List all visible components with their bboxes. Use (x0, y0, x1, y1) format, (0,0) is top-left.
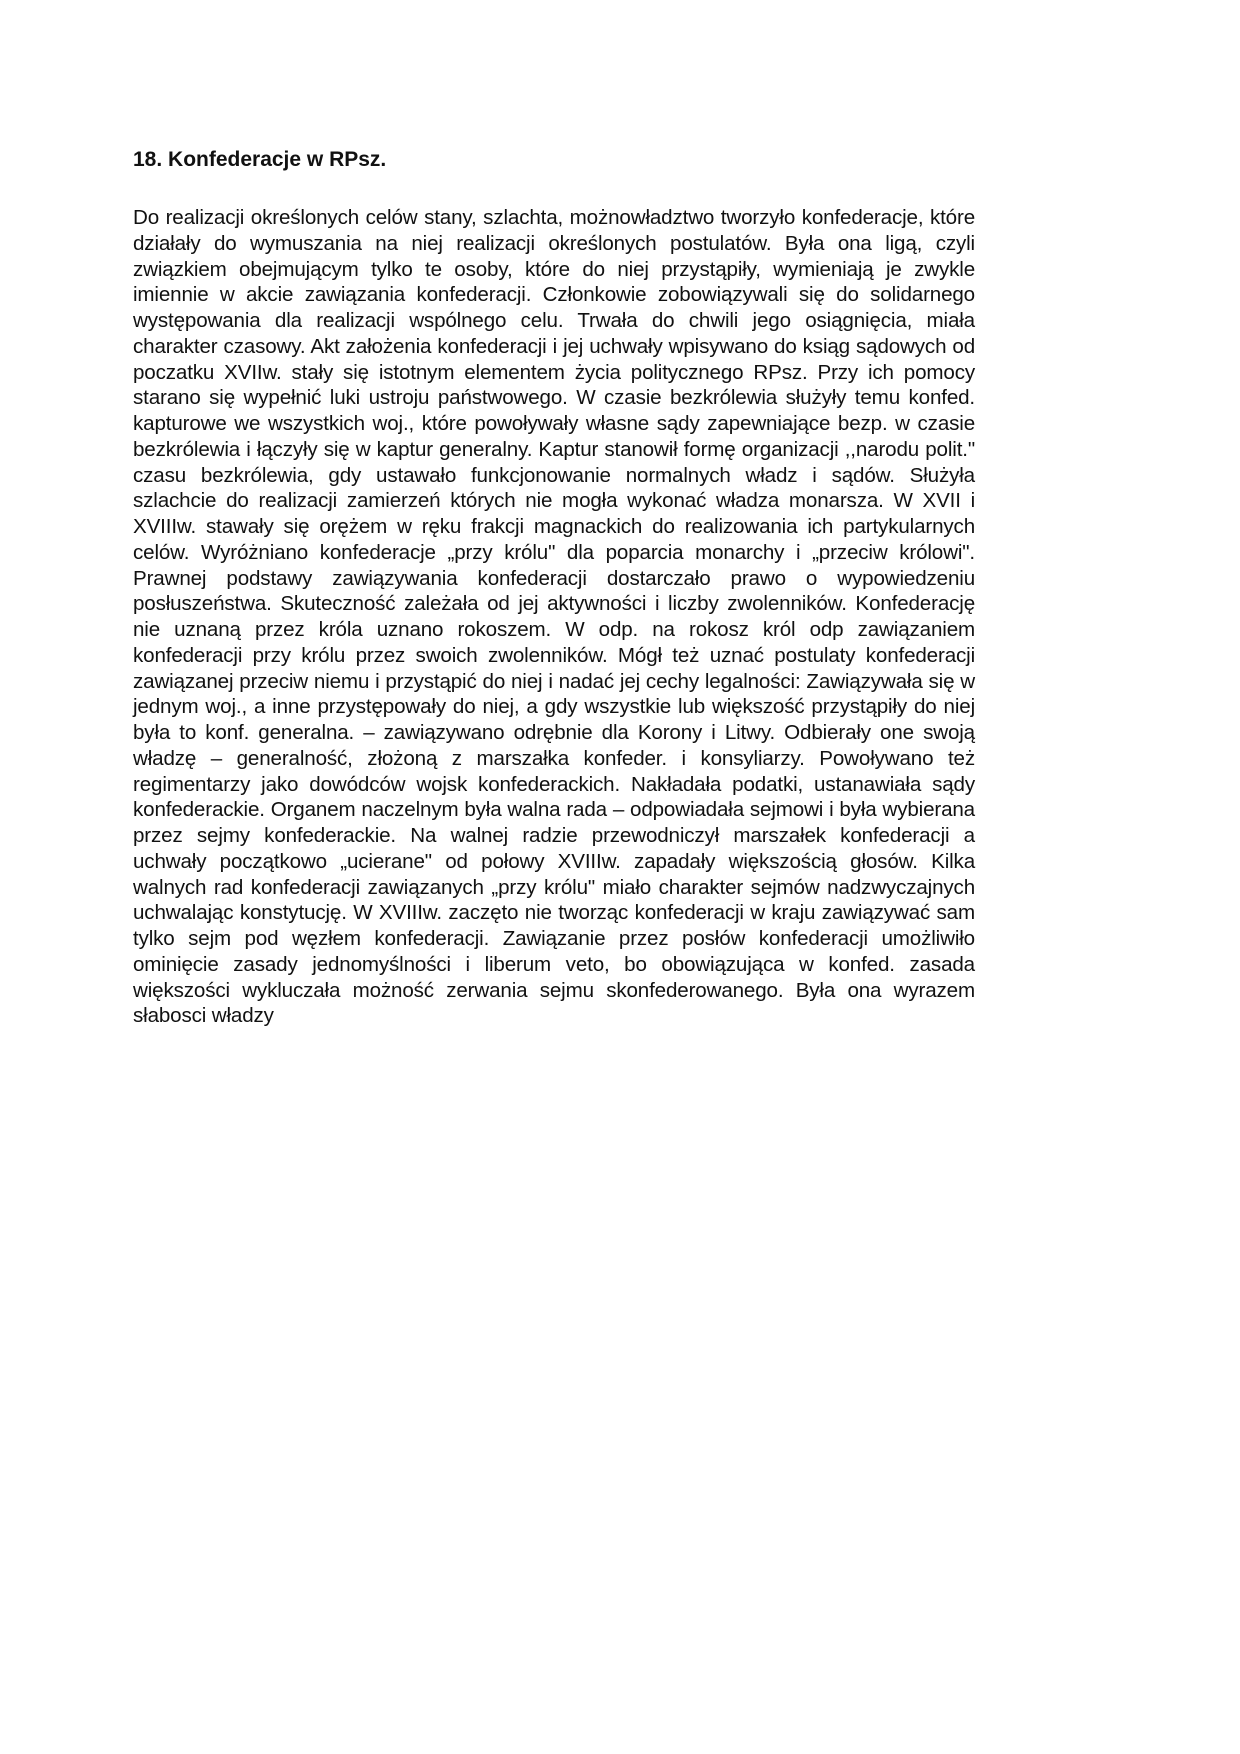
body-paragraph: Do realizacji określonych celów stany, szlachta, możnowładztwo tworzyło konfederacje, które działały do wymuszania na niej realizacji określonych postulatów. Była ona ligą, czyli związkiem obejmującym tylko te osoby, które do niej przystąpiły, wymieniają je zwykle imiennie w akcie zawiązania konfederacji. Członkowie zobowiązywali się do solidarnego występowania dla realizacji wspólnego celu. Trwała do chwili jego osiągnięcia, miała charakter czasowy. Akt założenia konfederacji i jej uchwały wpisywano do ksiąg sądowych od poczatku XVIIw. stały się istotnym elementem życia politycznego RPsz. Przy ich pomocy starano się wypełnić luki ustroju państwowego. W czasie bezkrólewia służyły temu konfed. kapturowe we wszystkich woj., które powoływały własne sądy zapewniające bezp. w czasie bezkrólewia i łączyły się w kaptur generalny. Kaptur stanowił formę organizacji ,,narodu polit." czasu bezkrólewia, gdy ustawało funkcjonowanie normalnych władz i sądów. Służyła szlachcie do realizacji zamierzeń których nie mogła wykonać władza monarsza. W XVII i XVIIIw. stawały się orężem w ręku frakcji magnackich do realizowania ich partykularnych celów. Wyróżniano konfederacje „przy królu" dla poparcia monarchy i „przeciw królowi". Prawnej podstawy zawiązywania konfederacji dostarczało prawo o wypowiedzeniu posłuszeństwa. Skuteczność zależała od jej aktywności i liczby zwolenników. Konfederację nie uznaną przez króla uznano rokoszem. W odp. na rokosz król odp zawiązaniem konfederacji przy królu przez swoich zwolenników. Mógł też uznać postulaty konfederacji zawiązanej przeciw niemu i przystąpić do niej i nadać jej cechy legalności: Zawiązywała się w jednym woj., a inne przystępowały do niej, a gdy wszystkie lub większość przystąpiły do niej była to konf. generalna. – zawiązywano odrębnie dla Korony i Litwy. Odbierały one swoją władzę – generalność, złożoną z marszałka konfeder. i konsyliarzy. Powoływano też regimentarzy jako dowódców wojsk konfederackich. Nakładała podatki, ustanawiała sądy konfederackie. Organem naczelnym była walna rada – odpowiadała sejmowi i była wybierana przez sejmy konfederackie. Na walnej radzie przewodniczył marszałek konfederacji a uchwały początkowo „ucierane" od połowy XVIIIw. zapadały większością głosów. Kilka walnych rad konfederacji zawiązanych „przy królu" miało charakter sejmów nadzwyczajnych uchwalając konstytucję. W XVIIIw. zaczęto nie tworząc konfederacji w kraju zawiązywać sam tylko sejm pod węzłem konfederacji. Zawiązanie przez posłów konfederacji umożliwiło ominięcie zasady jednomyślności i liberum veto, bo obowiązująca w konfed. zasada większości wykluczała możność zerwania sejmu skonfederowanego. Była ona wyrazem słabosci władzy (133, 206, 975, 1028)
document-title: 18. Konfederacje w RPsz. (133, 148, 387, 171)
